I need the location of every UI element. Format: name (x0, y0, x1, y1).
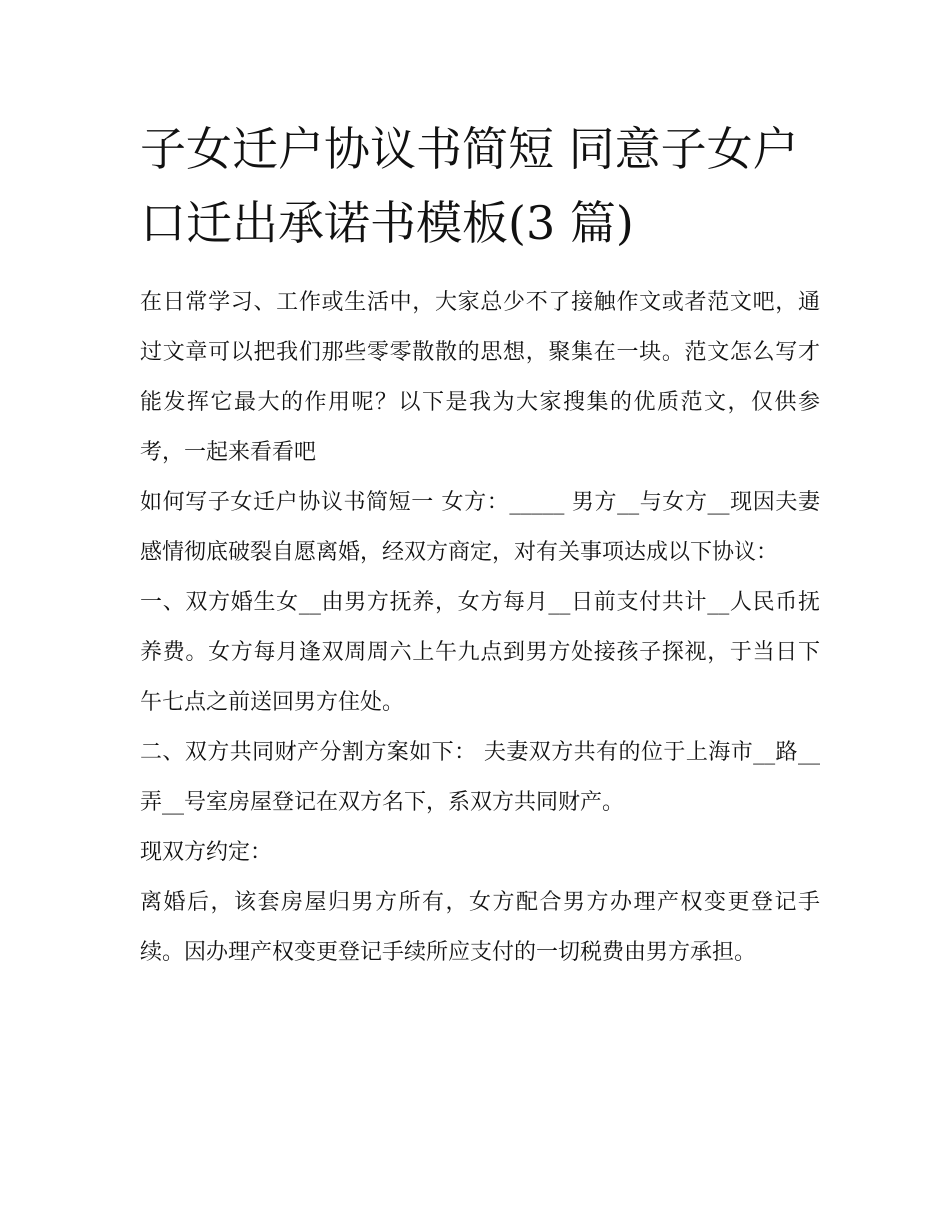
paragraph-clause-two: 二、双方共同财产分割方案如下： 夫妻双方共有的位于上海市__路__弄__号室房屋登记在双方名下，系双方共同财产。 (140, 740, 820, 815)
document-title: 子女迁户协议书简短 同意子女户口迁出承诺书模板(3 篇) (140, 122, 799, 250)
document-body (140, 278, 820, 978)
paragraph-mutual-agreement: 现双方约定： (140, 840, 273, 865)
paragraph-property-transfer: 离婚后，该套房屋归男方所有，女方配合男方办理产权变更登记手续。因办理产权变更登记手续所应支付的一切税费由男方承担。 (140, 890, 820, 965)
paragraph-agreement-opening: 如何写子女迁户协议书简短一 女方：_____ 男方__与女方__现因夫妻感情彻底破裂自愿离婚，经双方商定，对有关事项达成以下协议： (140, 490, 820, 565)
paragraph-clause-one: 一、双方婚生女__由男方抚养，女方每月__日前支付共计__人民币抚养费。女方每月逢双周周六上午九点到男方处接孩子探视，于当日下午七点之前送回男方住处。 (140, 590, 820, 715)
paragraph-intro: 在日常学习、工作或生活中，大家总少不了接触作文或者范文吧，通过文章可以把我们那些零零散散的思想，聚集在一块。范文怎么写才能发挥它最大的作用呢？以下是我为大家搜集的优质范文，仅供参考，一起来看看吧 (140, 290, 820, 465)
